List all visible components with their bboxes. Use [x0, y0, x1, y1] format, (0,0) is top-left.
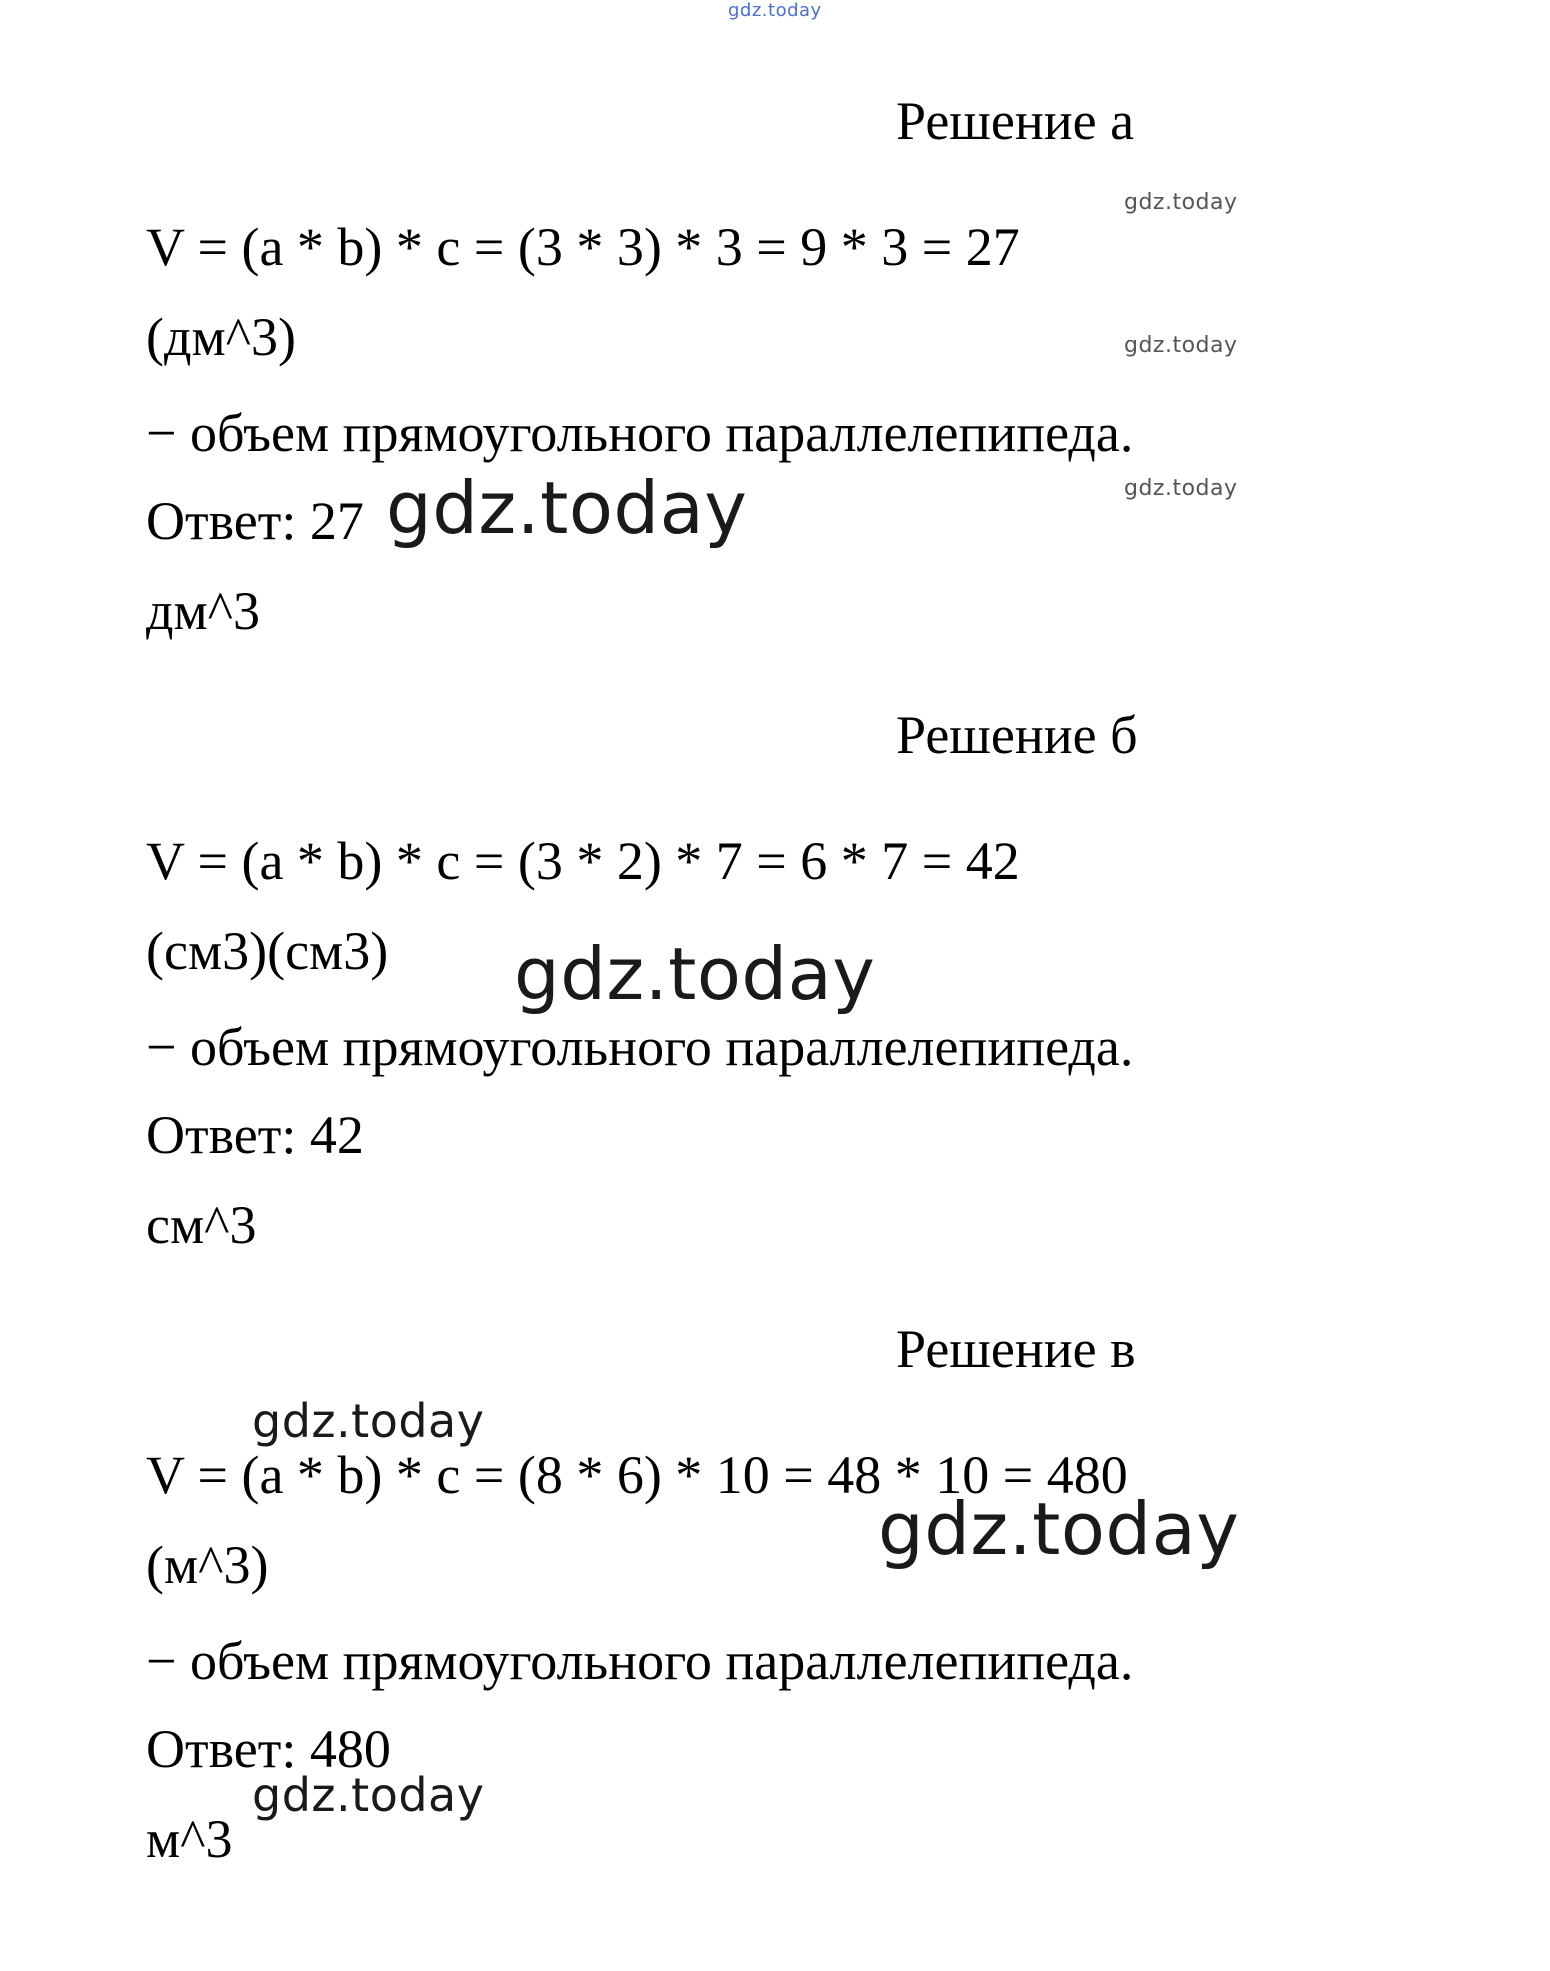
- description-line: − объем прямоугольного параллелепипеда.: [146, 1631, 1134, 1691]
- answer-line: Ответ: 480: [146, 1719, 391, 1779]
- description-line: − объем прямоугольного параллелепипеда.: [146, 1017, 1134, 1077]
- volume-formula: V = (a * b) * c = (8 * 6) * 10 = 48 * 10 = 480: [146, 1445, 1128, 1505]
- volume-formula: V = (a * b) * c = (3 * 3) * 3 = 9 * 3 = 27: [146, 217, 1020, 277]
- unit-line: (м^3): [146, 1535, 269, 1595]
- watermark-small-1: gdz.today: [1124, 190, 1238, 215]
- volume-formula: V = (a * b) * c = (3 * 2) * 7 = 6 * 7 = 42: [146, 831, 1020, 891]
- section-heading: Решение а: [896, 91, 1135, 151]
- answer-line: Ответ: 42: [146, 1105, 364, 1165]
- answer-unit: дм^3: [146, 581, 260, 641]
- watermark-medium-1: gdz.today: [252, 1394, 485, 1448]
- watermark-small-2: gdz.today: [1124, 333, 1238, 358]
- unit-line: (дм^3): [146, 307, 296, 367]
- answer-unit: м^3: [146, 1809, 233, 1869]
- answer-line: Ответ: 27: [146, 491, 364, 551]
- section-heading: Решение б: [896, 705, 1138, 765]
- watermark-medium-2: gdz.today: [252, 1768, 485, 1822]
- answer-unit: см^3: [146, 1195, 257, 1255]
- section-heading: Решение в: [896, 1319, 1136, 1379]
- watermark-large-2: gdz.today: [514, 932, 876, 1016]
- watermark-large-3: gdz.today: [878, 1487, 1240, 1571]
- description-line: − объем прямоугольного параллелепипеда.: [146, 403, 1134, 463]
- watermark-small-3: gdz.today: [1124, 476, 1238, 501]
- watermark-large-1: gdz.today: [386, 466, 748, 550]
- unit-line: (см3)(см3): [146, 921, 389, 981]
- watermark-top: gdz.today: [728, 0, 822, 21]
